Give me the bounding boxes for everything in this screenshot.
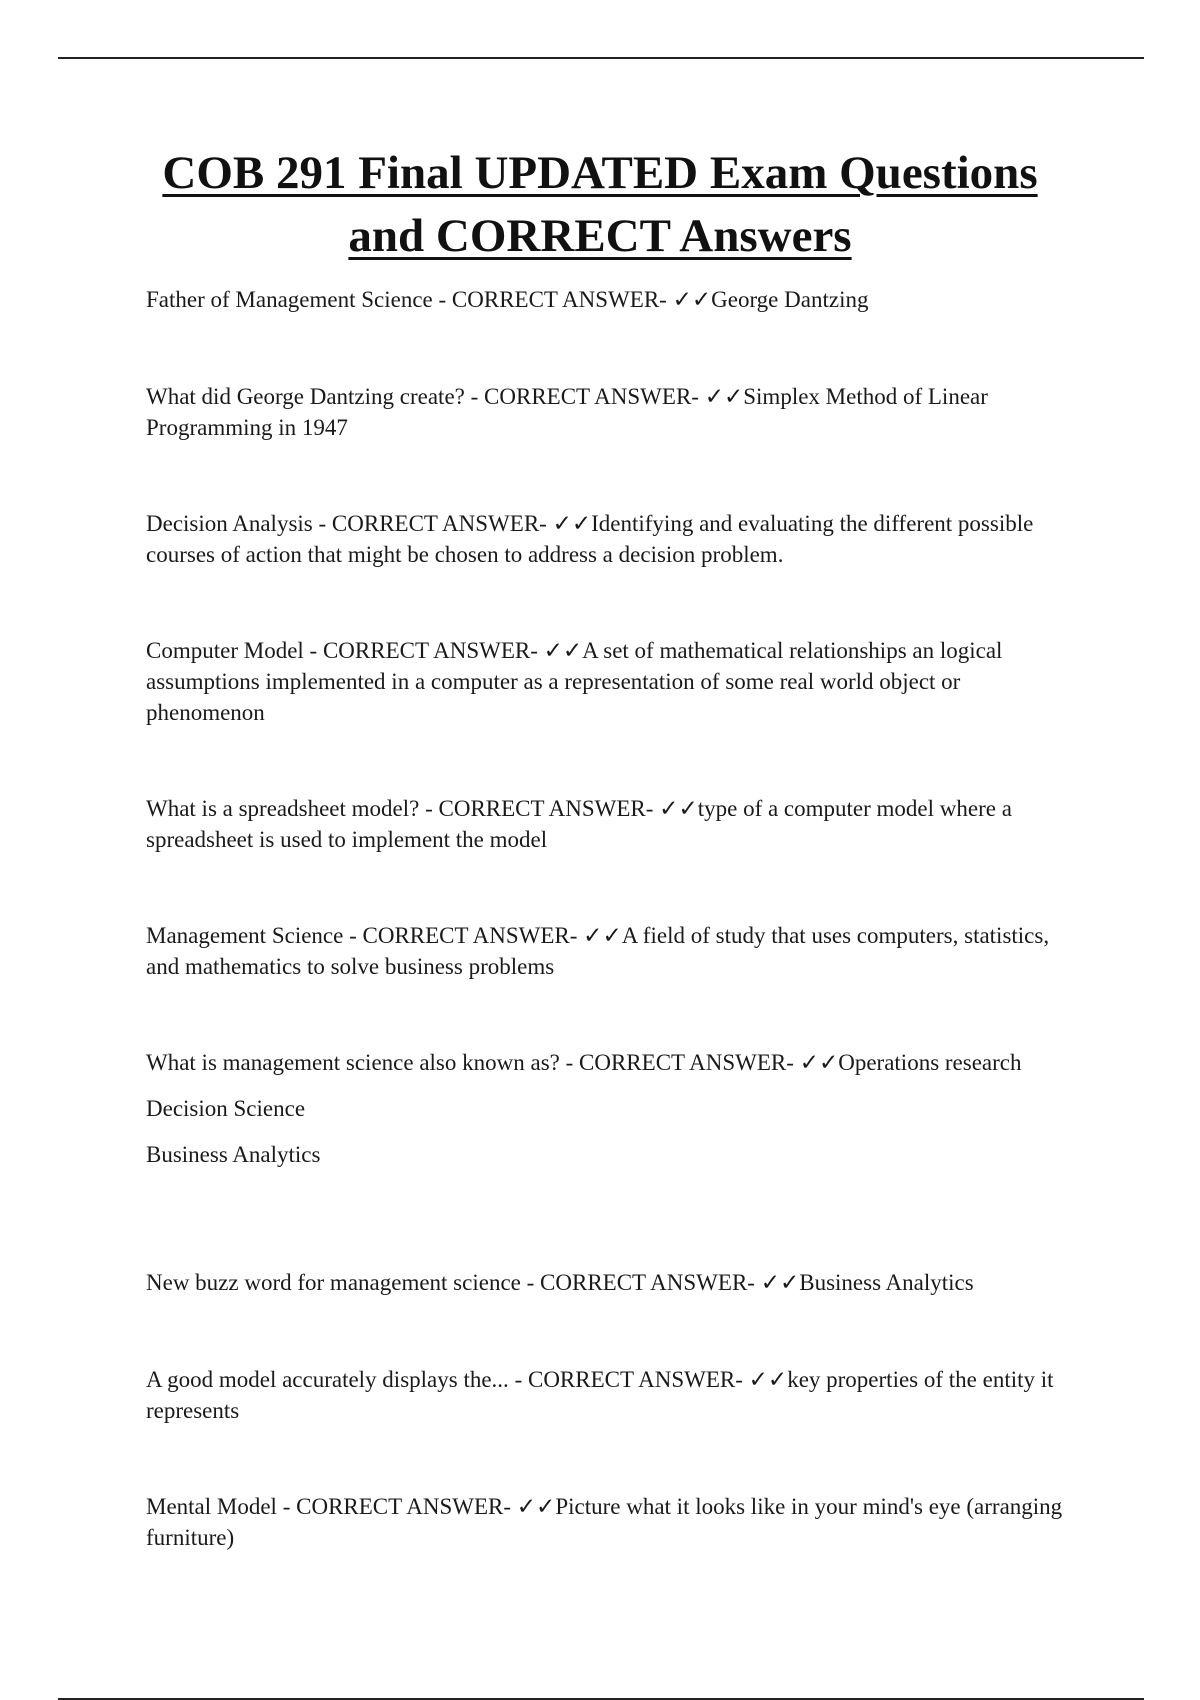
answer: Operations research: [838, 1050, 1022, 1075]
qa-item: [146, 920, 1066, 982]
qa-item: [146, 1491, 1066, 1553]
answer-extra-line: Business Analytics: [146, 1142, 321, 1167]
answer: George Dantzing: [711, 287, 869, 312]
check-icon: ✓✓: [516, 1494, 556, 1519]
answer-separator: - CORRECT ANSWER-: [419, 796, 660, 821]
answer-separator: - CORRECT ANSWER-: [559, 1050, 800, 1075]
question: A good model accurately displays the...: [146, 1367, 509, 1392]
answer: Business Analytics: [799, 1270, 974, 1295]
check-icon: ✓✓: [760, 1270, 800, 1295]
check-icon: ✓✓: [552, 511, 592, 536]
check-icon: ✓✓: [659, 796, 698, 821]
question: Mental Model: [146, 1494, 277, 1519]
check-icon: ✓✓: [748, 1367, 788, 1392]
qa-item: [146, 1267, 1066, 1298]
question: Father of Management Science: [146, 287, 433, 312]
check-icon: ✓✓: [543, 638, 583, 663]
title-line-1: COB 291 Final UPDATED Exam Questions: [162, 147, 1038, 199]
check-icon: ✓✓: [704, 384, 744, 409]
answer-extra-line: Decision Science: [146, 1096, 306, 1121]
question: What is a spreadsheet model?: [146, 796, 420, 821]
qa-item: [146, 508, 1066, 570]
answer: Simplex Method of Linear Programming in 1947: [146, 384, 988, 440]
check-icon: ✓✓: [583, 923, 622, 948]
title-line-2: and CORRECT Answers: [348, 210, 852, 262]
answer: key properties of the entity it represents: [146, 1367, 1054, 1423]
question: Computer Model: [146, 638, 304, 663]
question: Management Science: [146, 923, 344, 948]
question: New buzz word for management science: [146, 1270, 521, 1295]
answer-separator: - CORRECT ANSWER-: [343, 923, 584, 948]
answer: Picture what it looks like in your mind's eye (arranging furniture): [146, 1494, 1063, 1550]
qa-item: [146, 1364, 1066, 1426]
qa-item: [146, 1047, 1066, 1170]
qa-item: [146, 381, 1066, 443]
answer: Identifying and evaluating the different possible courses of action that might be chosen to address a decision problem.: [146, 511, 1034, 567]
check-icon: ✓✓: [672, 287, 712, 312]
answer-separator: - CORRECT ANSWER-: [303, 638, 544, 663]
question: What did George Dantzing create?: [146, 384, 465, 409]
answer: type of a computer model where a spreadsheet is used to implement the model: [146, 796, 1012, 852]
answer: A field of study that uses computers, statistics, and mathematics to solve business problems: [146, 923, 1050, 979]
qa-item: [146, 635, 1066, 728]
answer: A set of mathematical relationships an logical assumptions implemented in a computer as a representation of some real world object or phenomenon: [146, 638, 1003, 725]
qa-item: [146, 793, 1066, 855]
answer-separator: - CORRECT ANSWER-: [276, 1494, 517, 1519]
answer-separator: - CORRECT ANSWER-: [520, 1270, 761, 1295]
answer-separator: - CORRECT ANSWER-: [464, 384, 705, 409]
qa-item: [146, 284, 1066, 315]
question: Decision Analysis: [146, 511, 313, 536]
answer-separator: - CORRECT ANSWER-: [312, 511, 553, 536]
check-icon: ✓✓: [799, 1050, 839, 1075]
question: What is management science also known as?: [146, 1050, 560, 1075]
answer-separator: - CORRECT ANSWER-: [432, 287, 673, 312]
answer-separator: - CORRECT ANSWER-: [508, 1367, 749, 1392]
